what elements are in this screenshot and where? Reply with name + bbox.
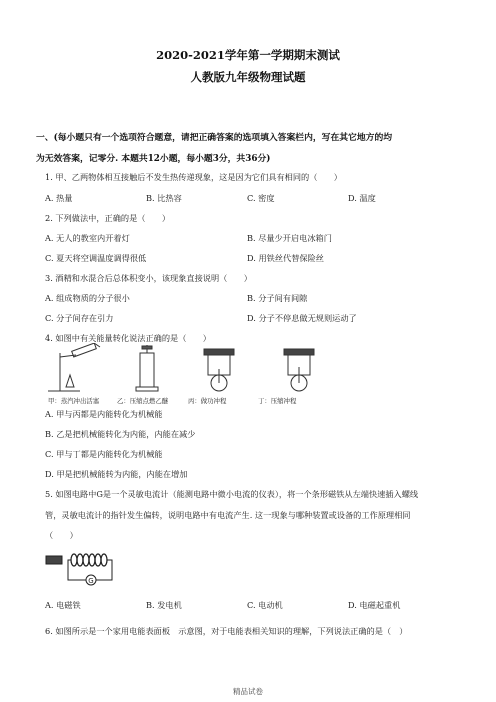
- q5-option-b: B. 发电机: [146, 600, 182, 610]
- q4-option-a: A. 甲与丙都是内能转化为机械能: [45, 409, 163, 419]
- engine-power-stroke-figure: [204, 349, 234, 391]
- q1-option-b: B. 比热容: [146, 193, 182, 203]
- compression-cylinder-figure: [136, 345, 158, 391]
- q4-caption-bing: 丙：做功冲程: [188, 397, 227, 405]
- q3-option-b: B. 分子间有间隙: [247, 293, 308, 303]
- test-tube-stand-figure: [48, 343, 100, 391]
- q1-stem: 1. 甲、乙两物体相互接触后不发生热传递现象，这是因为它们具有相同的（ ）: [45, 172, 342, 182]
- q4-caption-jia: 甲：蒸汽冲出活塞: [48, 397, 100, 405]
- q2-option-d: D. 用铁丝代替保险丝: [247, 253, 324, 263]
- q1-option-d: D. 温度: [348, 193, 376, 203]
- q3-option-d: D. 分子不停息做无规则运动了: [247, 313, 357, 323]
- q4-option-d: D. 甲是把机械能转为内能，内能在增加: [45, 469, 188, 479]
- q4-caption-yi: 乙：压缩点燃乙醚: [117, 397, 169, 405]
- q5-option-c: C. 电动机: [247, 600, 283, 610]
- q2-option-a: A. 无人的教室内开着灯: [45, 233, 130, 243]
- bar-magnet: [46, 556, 62, 564]
- page-subtitle: 人教版九年级物理试题: [190, 70, 306, 84]
- q2-stem: 2. 下列做法中，正确的是（ ）: [45, 213, 171, 223]
- solenoid-coil: [71, 554, 107, 566]
- q2-option-b: B. 尽量少开启电冰箱门: [247, 233, 332, 243]
- q1-option-a: A. 热量: [45, 193, 73, 203]
- engine-compression-stroke-figure: [284, 349, 314, 391]
- q6-stem: 6. 如图所示是一个家用电能表面板 示意图，对于电能表相关知识的理解，下列说法正确的是（ ）: [45, 626, 408, 636]
- q5-stem-line3: （ ）: [45, 530, 78, 540]
- q2-option-c: C. 夏天将空调温度调得很低: [45, 253, 147, 263]
- q5-option-a: A. 电磁铁: [45, 600, 81, 610]
- section-heading-line1: 一、(每小题只有一个选项符合题意，请把正确答案的选项填入答案栏内，写在其它地方的均: [36, 133, 393, 143]
- q4-caption-ding: 丁：压缩冲程: [258, 397, 297, 405]
- page-title: 2020-2021学年第一学期期末测试: [156, 48, 340, 62]
- q5-stem-line1: 5. 如图电路中G是一个灵敏电流计（能测电路中微小电流的仪表），将一个条形磁铁从左端快速插入螺线: [45, 489, 419, 499]
- page-footer: 精品试卷: [233, 687, 263, 696]
- q5-circuit-figure: [44, 548, 124, 590]
- q3-stem: 3. 酒精和水混合后总体积变小，该现象直接说明（ ）: [45, 273, 252, 283]
- q4-stem: 4. 如图中有关能量转化说法正确的是（ ）: [45, 333, 211, 343]
- q3-option-c: C. 分子间存在引力: [45, 313, 114, 323]
- q5-stem-line2: 管，灵敏电流计的指针发生偏转，说明电路中有电流产生. 这一现象与哪种装置或设备的工作原理相同: [45, 510, 411, 520]
- q5-option-d: D. 电磁起重机: [348, 600, 401, 610]
- q4-option-c: C. 甲与丁都是内能转化为机械能: [45, 449, 163, 459]
- galvanometer-label: G: [88, 577, 94, 585]
- q4-figure-row: [36, 343, 336, 395]
- section-heading-line2: 为无效答案，记零分. 本题共12小题，每小题3分，共36分): [36, 154, 271, 164]
- q3-option-a: A. 组成物质的分子很小: [45, 293, 130, 303]
- q4-option-b: B. 乙是把机械能转化为内能，内能在减少: [45, 429, 196, 439]
- q1-option-c: C. 密度: [247, 193, 275, 203]
